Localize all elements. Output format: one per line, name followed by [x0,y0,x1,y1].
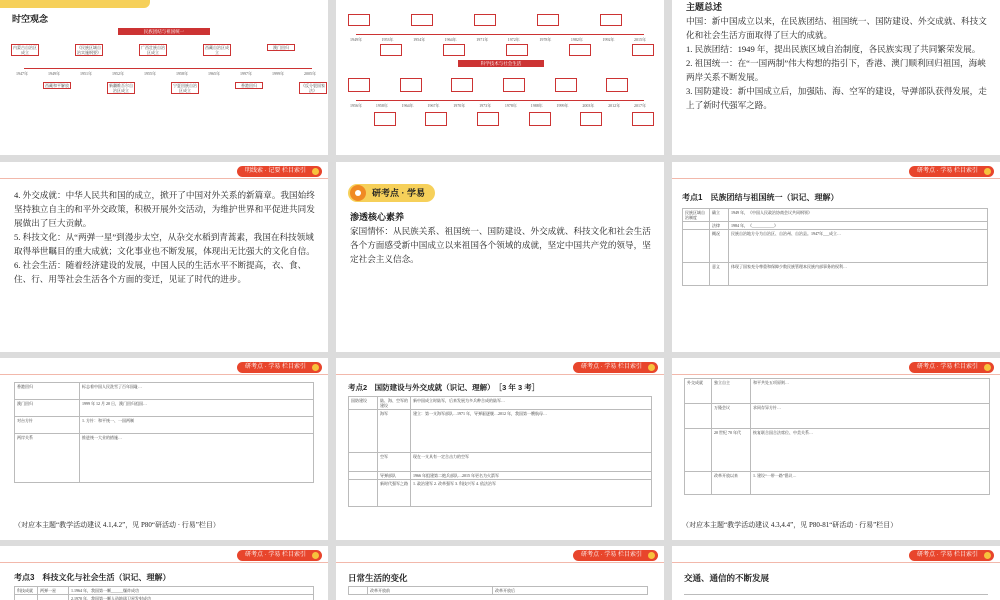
summary-title: 主题总述 [686,2,723,12]
timeline-event [632,44,654,56]
timeline-year: 2017年 [634,103,646,108]
timeline-event [348,14,370,26]
table-top-rule [684,594,988,595]
table-row: 20 世纪 70 年代 恢复联合国合法席位、中美关系… [685,429,990,472]
timeline-event: 《民族区域自治实施纲要》 [77,45,101,55]
timeline-year: 1964年 [444,37,457,42]
timeline-event [348,78,370,92]
timeline-event: 香港回归 [235,82,263,89]
divider [672,562,1000,563]
timeline-year: 1954年 [413,37,426,42]
timeline-event [503,78,525,92]
timeline-event [477,112,499,126]
timeline-event [580,112,602,126]
heart-icon [984,552,991,559]
timeline-year: 1947年 [16,71,28,76]
divider [672,178,1000,179]
section-badge: 研考点 · 学易 [348,184,435,202]
table-row: 导弹部队 1966 年组建第二炮兵部队…2015 年更名为火箭军 [349,472,652,480]
slide-11-table[interactable] [336,546,664,600]
timeline-year: 1978年 [539,37,552,42]
header-nav[interactable]: 研考点 · 学易 栏目索引 [237,550,322,561]
table-row: 澳门回归 1999 年 12 月 20 日，澳门回归祖国… [15,400,314,417]
timeline-event [632,112,654,126]
header-nav[interactable]: 研考点 · 学易 栏目索引 [909,166,994,177]
heart-icon [648,552,655,559]
timeline-year: 1967年 [427,103,440,108]
divider [0,562,328,563]
table-row: 两岸关系 推进统一大业的措施… [15,434,314,483]
table-row: 香港回归 标志着中国人民洗雪了百年国耻… [15,383,314,400]
timeline-year: 1949年 [350,37,362,42]
timeline-event [425,112,447,126]
timeline-axis [24,68,312,69]
timeline-year: 2005年 [304,71,316,76]
table-row: 2.1970 年，我国第一颗人造地球卫星发射成功 [15,595,314,600]
knowledge-table [14,586,314,600]
target-icon [350,185,366,201]
timeline-year: 1958年 [176,71,188,76]
timeline-event [411,14,433,26]
summary-line: 中国：新中国成立以来，在民族团结、祖国统一、国防建设、外交成就、科技文化和社会生活方面取得了巨大的成就。 [686,16,987,40]
timeline-year: 2015年 [634,37,646,42]
timeline-event: 新疆维吾尔自治区成立 [109,83,133,93]
footnote[interactable]: （对应本主题“教学活动建议 4.3,4.4”，见 P80-81“研活动 · 行易”栏目） [682,521,898,529]
timeline-year: 1999年 [556,103,569,108]
timeline-banner: 科学技术与社会生活 [458,60,544,67]
heart-icon [984,168,991,175]
timeline-event [374,112,396,126]
slide-9-table[interactable] [672,358,1000,540]
timeline-year: 1953年 [381,37,394,42]
summary-line: 2. 祖国统一：在“一国两制”伟大构想的指引下，香港、澳门顺利回归祖国，海峡两岸关系不断发展。 [686,58,986,82]
section-title: 交通、通信的不断发展 [684,573,770,583]
divider [336,374,664,375]
timeline-year: 2012年 [608,103,621,108]
timeline-event [451,78,473,92]
heart-icon [312,552,319,559]
knowledge-table [348,396,652,507]
timeline-event [569,44,591,56]
knowledge-table [348,586,648,595]
timeline-year: 1952年 [112,71,124,76]
slide-title: 时空观念 [12,14,49,24]
timeline-event: 西藏和平解放 [45,83,69,88]
timeline-event: 内蒙古自治区成立 [13,45,37,55]
table-row: 改革开放以来 1. 建设“一带一路”倡议… [685,472,990,495]
timeline-event [555,78,577,92]
heart-icon [648,364,655,371]
table-row: 空军 现在一支具有一定合击力的空军 [349,453,652,472]
slide-4-summary[interactable] [0,162,328,352]
timeline-event [537,14,559,26]
timeline-year: 1949年 [48,71,60,76]
timeline-year: 1956年 [350,103,362,108]
timeline-event: 宁夏回族自治区成立 [173,83,197,93]
timeline-event [474,14,496,26]
table-row: 民族区域自治制度 确立 1949 年，《中国人民政治协商会议共同纲领》 [683,209,988,222]
timeline-year: 1972年 [507,37,520,42]
timeline-year: 1997年 [240,71,252,76]
timeline-event: 广西壮族自治区成立 [141,45,165,55]
knowledge-table [684,378,990,495]
kaodian-title: 考点3 科技文化与社会生活（识记、理解） [14,573,171,582]
header-nav[interactable]: 研考点 · 学易 栏目索引 [909,550,994,561]
core-text: 家国情怀：从民族关系、祖国统一、国防建设、外交成就、科技文化和社会生活各个方面感受新中国成立以来祖国各个领域的成就，坚定中国共产党的领导，坚定社会主义信念。 [350,226,651,264]
slide-1-timeline[interactable] [0,0,328,155]
divider [336,562,664,563]
timeline-event [529,112,551,126]
timeline-event [380,44,402,56]
divider [0,374,328,375]
divider [0,178,328,179]
timeline-year: 1958年 [375,103,388,108]
timeline-year: 1955年 [144,71,156,76]
timeline-year: 1988年 [530,103,543,108]
heart-icon [984,364,991,371]
timeline-event [600,14,622,26]
timeline-event: 澳门回归 [267,44,295,51]
timeline-banner: 民族团结与祖国统一 [118,28,210,35]
slide-12-table[interactable] [672,546,1000,600]
timeline-event [400,78,422,92]
header-nav[interactable]: 研考点 · 学易 栏目索引 [237,362,322,373]
slide-6-table[interactable] [672,162,1000,352]
timeline-axis-bottom [356,100,644,101]
timeline-year: 1982年 [570,37,583,42]
timeline-year: 1971年 [476,37,489,42]
summary-line: 1. 民族团结：1949 年，提出民族区域自治制度，各民族实现了共同繁荣发展。 [686,44,981,54]
table-row: 科技成就 两弹一星 1.1964 年，我国第一颗______爆炸成功 [15,587,314,595]
slide-8-table[interactable] [336,358,664,540]
summary-line: 5. 科技文化：从“两弹一星”到漫步太空，从杂交水稻到青蒿素，我国在科技领域取得举世瞩目的重大成就；文化事业也不断发展，体现出无比强大的文化自信。 [14,232,315,256]
header-nav[interactable]: 研考点 · 学易 栏目索引 [909,362,994,373]
table-row: 意义 体现了国家充分尊重和保障少数民族管理本民族内部事务的权利… [683,263,988,286]
footnote[interactable]: （对应本主题“教学活动建议 4.1,4.2”，见 P80“研活动 · 行易”栏目） [14,521,220,529]
timeline-event [506,44,528,56]
timeline-event [606,78,628,92]
timeline-event: 西藏自治区成立 [205,45,229,55]
table-row: 法律 1984 年，《___________》 [683,222,988,230]
timeline-year: 1964年 [401,103,414,108]
heart-icon [312,168,319,175]
table-row: 对台方针 1. 方针：和平统一、一国两制 [15,417,314,434]
heart-icon [312,364,319,371]
knowledge-table [682,208,988,286]
slide-2-timeline[interactable] [336,0,664,155]
timeline-year: 1970年 [453,103,466,108]
header-nav[interactable]: 研考点 · 学易 栏目索引 [573,550,658,561]
timeline-year: 2003年 [582,103,595,108]
table-row: 海军 建立：第一支海军部队…1971 年，导弹驱逐舰…2012 年，我国第一艘航母… [349,410,652,453]
core-title: 渗透核心素养 [350,212,405,222]
timeline-year: 1951年 [80,71,92,76]
timeline-year: 1973年 [479,103,492,108]
slide-title-tab [0,0,150,8]
timeline-year: 1965年 [208,71,220,76]
kaodian-title: 考点2 国防建设与外交成就（识记、理解） ［3 年 3 考］ [348,383,540,392]
header-nav[interactable]: 明线索 · 记要 栏目索引 [237,166,322,177]
slide-7-table[interactable] [0,358,328,540]
slide-5-core[interactable] [336,162,664,352]
summary-line: 3. 国防建设：新中国成立后，加强陆、海、空军的建设，导弹部队获得发展，走上了新时代强军之路。 [686,86,987,110]
kaodian-title: 考点1 民族团结与祖国统一（识记、理解） [682,193,839,202]
slide-3-summary[interactable] [672,0,1000,155]
divider [672,374,1000,375]
summary-line: 6. 社会生活：随着经济建设的发展，中国人民的生活水平不断提高，衣、食、住、行、用等社会生活各个方面的变迁，见证了时代的进步。 [14,260,307,284]
header-nav[interactable]: 研考点 · 学易 栏目索引 [573,362,658,373]
timeline-year: 1992年 [602,37,615,42]
summary-line: 4. 外交成就：中华人民共和国的成立，掀开了中国对外关系的新篇章。我国始终坚持独立自主的和平外交政策，积极开展外交活动，为维护世界和平促进共同发展做出了巨大贡献。 [14,190,315,228]
table-row: 外交成就 独立自主 和平共处五项原则… [685,379,990,404]
table-row: 概况 民族自治地方分为自治区、自治州、自治县。1947年___成立… [683,230,988,263]
table-row: 国防建设 陆、海、空军的建设 新中国成立时陆军，后来发展为多兵种合成的陆军… [349,397,652,410]
table-row: 改革开放前 改革开放后 [349,587,648,595]
timeline-event [443,44,465,56]
knowledge-table [14,382,314,483]
table-row: 新时代强军之路 1. 政治建军 2. 改革强军 3. 科技兴军 4. 依法治军 [349,480,652,507]
section-title: 日常生活的变化 [348,573,408,583]
timeline-axis-top [356,34,644,35]
timeline-event: 《反分裂国家法》 [301,83,325,93]
timeline-year: 1978年 [504,103,517,108]
table-row: 万隆会议 求同存异方针… [685,404,990,429]
timeline-year: 1999年 [272,71,284,76]
slide-10-table[interactable] [0,546,328,600]
